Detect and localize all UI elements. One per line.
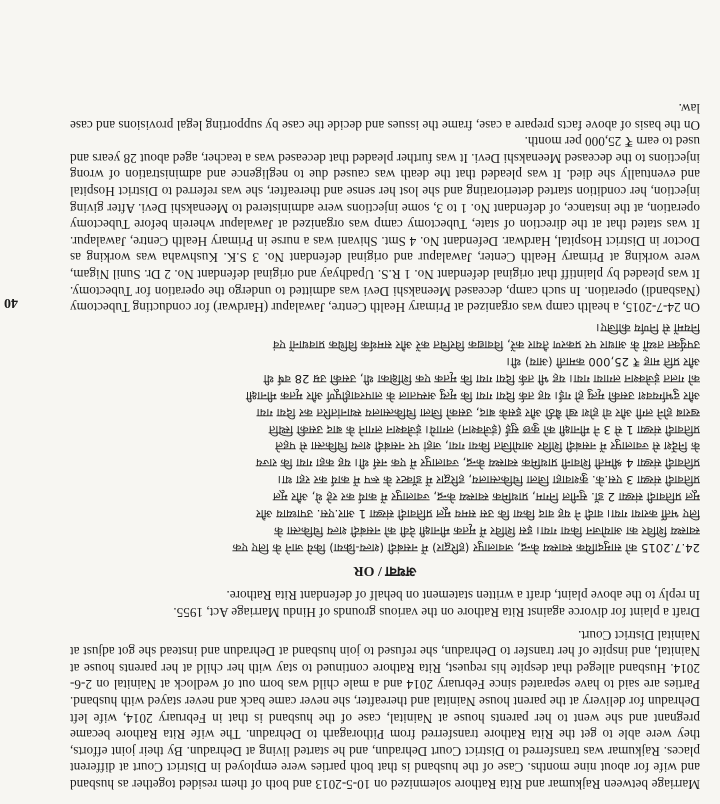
hindi-line: मूल प्रतिवादी संख्या 2 डॉ. सुनील निगम, प्राथमिक स्वास्थ्य केन्द्र, ज्वालापुर में कार्य कर रहे थे, और मूल <box>272 490 700 505</box>
instruction-draft-plaint: Draft a plaint for divorce against Rita Rathore on the various grounds of Hindu Marriage Act, 1955. <box>173 605 700 621</box>
page-number: 40 <box>4 295 18 310</box>
hindi-line: लिए भर्ती कराया गया। वादी ने यह वाद किया कि उस समय मूल प्रतिवादी संख्या 1 आर.एस. उपाध्याय और <box>255 507 700 522</box>
hindi-line: खराब होने लगी और वो होश खो बैठी और इसके बाद, उसको जिला चिकित्सालय स्थानांतरित कर दिया गया <box>256 405 700 420</box>
hindi-line: प्रतिवादी संख्या 1 से 3 ने मीनाक्षी को कुछ सुई (इंजेक्शन) लगाये। इंजेक्शन लगाने के बाद उसकी स्थिति <box>268 422 700 437</box>
instruction-prepare-case: On the basis of above facts prepare a case, frame the issues and decide the case by supporting legal provisions and case law. <box>70 101 700 133</box>
instruction-written-statement: In reply to the above plaint, draft a written statement on behalf of defendant Rita Rathore. <box>226 588 700 604</box>
question-marriage-facts: Marriage between Rajkumar and Rita Rathore solemnized on 10-5-2013 and both of them resided together as husband and wife for about nine months. Case of the husband is that both parties were employed in District Court at different places. Rajkumar was transferred to District Court Dehradun, and he started living at Dehradun. By their joint efforts, they were able to get the Rita Rathore transferred from Pithoragarh to Dehradun. The wife Rita Rathore became pregnant and she went to her parents house at Nainital, case of the husband is that in February 2014, wife left Dehradun for delivery at the parent house Nainital and thereafter, she never came back and never stayed with husband. Parties are said to have separated since February 2014 and a male child was born out of wedlock at Nainital on 2-6-2014. Husband alleged that despite his request, Rita Rathore continued to stay with her child at her parents house at Nainital, and inspite of her transfer to Dehradun, she refused to join husband at Dehradun and instead she got adjust at Nainital District Court. <box>70 627 700 792</box>
hindi-line: नियमों से निर्णय कीजिए। <box>596 321 700 336</box>
hindi-line: प्रतिवादी संख्या 4 श्रीमती शिवानी प्राथमिक स्वास्थ्य केन्द्र, ज्वालापुर में एक नर्स थी। यह कहा गया कि राज्य <box>255 456 700 471</box>
hindi-question-text <box>70 319 700 556</box>
question-health-camp-facts: On 24-7-2015, a health camp was organized at Primary Health Centre, Jawalapur (Hardwar) for conducting Tubectomy (Nasbandi) operation. In such camp, deceased Meenakshi Devi was admitted to undergo the operation for Tubectomy. It was pleaded by plaintiff that original defendant No. 1 R.S. Upadhyay and original defendant No. 2 Dr. Sunil Nigam, were working at Primary Health Center, Jawalapur and original defendant No. 3 S.K. Kushwaha was working as Doctor in District Hospital, Hardwar. Defendant No. 4 Smt. Shivani was a nurse in Primary Health Centre, Jawalapur. It was stated that at the direction of state, Tubectomy camp was organized at Jawalapur wherein before Tubectomy operation, at the instance, of defendant No. 1 to 3, some injections were administered to Meenakshi Devi. After giving injection, her condition started deteriorating and she lost her sense and thereafter, she was referred to District Hospital and eventually she died. It was pleaded that the death was caused due to negligence and administration of wrong injections to the deceased Meenakshi Devi. It was further pleaded that deceased was a teacher, aged about 28 years and used to earn ₹ 25,000 per month. <box>69 134 700 316</box>
hindi-line: को गलत इंजेक्शन लगाया गया। यह भी तर्क दिया गया कि मृतक एक शिक्षिका थी, उसकी उम्र 28 वर्ष थी <box>263 371 700 386</box>
hindi-line: के निर्देश से ज्वालापुर में नसबंदी शिविर आयोजित किया गया, जहां पर नसबंदी शल्य चिकित्सा से पहले <box>275 439 700 454</box>
hindi-line: प्रतिवादी संख्या 3 एस.के. कुशवाहा जिला चिकित्सालय, हरिद्वार में डॉक्टर के रूप में कार्य कर रहा था। <box>277 473 700 488</box>
hindi-line: स्वास्थ्य शिविर का आयोजन किया गया। इस शिविर में मृतक मीनाक्षी देवी को नसबंदी शल्य चिकित्सा के <box>274 523 700 538</box>
hindi-line: उपर्युक्त तथ्यों के आधार पर प्रकरण तैयार करें, विवाद्यक विरचित करें और समर्थक विधिक प्रावधानों एवं <box>272 338 700 352</box>
hindi-line: 24.7.2015 को सामुदायिक स्वास्थ्य केन्द्र, जवालापुर (हरिद्वार) में नसबंदी (शल्य-क्रिया) किये जाने के लिए एक <box>232 540 700 555</box>
hindi-line: और प्रति माह ₹ 25,000 कमाती (आय) थी। <box>506 354 700 369</box>
or-heading: अथवा / OR <box>353 562 417 578</box>
hindi-line: और दुर्भाग्यवश उसकी मृत्यु हो गई। यह तर्क दिया गया कि मृत्यु अस्पताल के लापरवाहीपूर्ण और मृतक मीनाक्षी <box>245 388 700 403</box>
